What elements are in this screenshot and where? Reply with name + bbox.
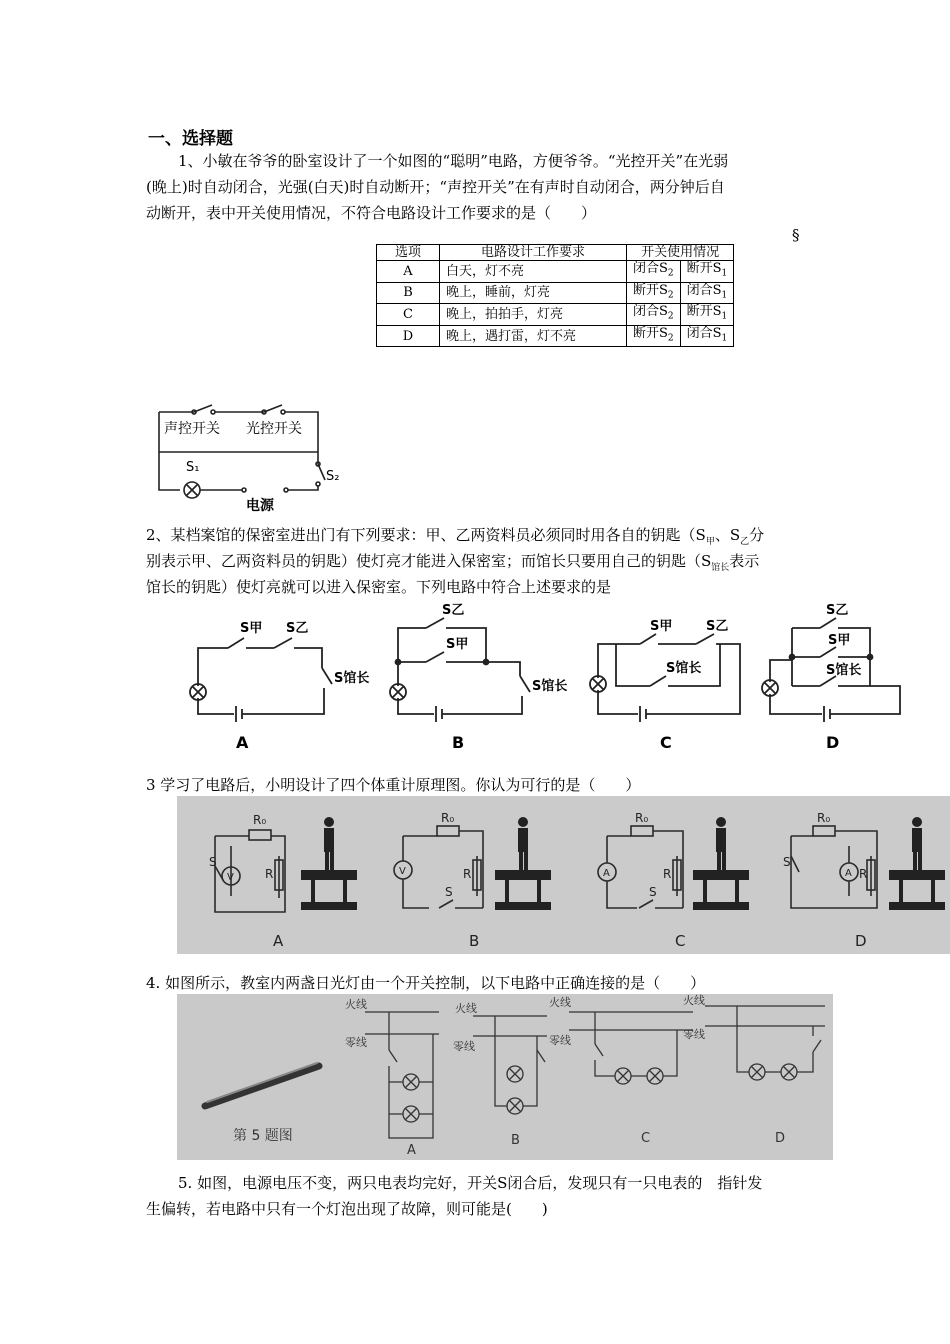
d-s-jia: S甲 [828, 633, 851, 648]
d-r-label: R [859, 867, 868, 881]
option-c-label: C [641, 1131, 651, 1146]
a-r0-label: R₀ [253, 813, 267, 827]
a-voltmeter-label: V [227, 872, 234, 883]
s1-label: S₁ [186, 460, 200, 475]
option-a-label: A [236, 733, 249, 752]
table-cell: B [377, 282, 440, 304]
a-s-guanzhang: S馆长 [334, 671, 370, 686]
table-header: 电路设计工作要求 [440, 245, 627, 261]
c-s-label: S [649, 885, 657, 899]
option-d-label: D [775, 1131, 786, 1146]
q1-line2: (晚上)时自动闭合，光强(白天)时自动断开；“声控开关”在有声时自动闭合，两分钟后自 [146, 178, 725, 196]
q1-circuit-diagram [150, 398, 350, 516]
a-s-label: S [209, 855, 217, 869]
q1-mark: § [792, 226, 800, 244]
table-cell: 晚上，睡前，灯亮 [440, 282, 627, 304]
b-s-label: S [445, 885, 453, 899]
c-s-jia: S甲 [650, 619, 673, 634]
option-d-label: D [855, 932, 867, 950]
q1-options-table [376, 244, 734, 347]
a-neutral-label: 零线 [345, 1036, 367, 1049]
table-cell: 晚上，拍拍手，灯亮 [440, 304, 627, 326]
d-s-guanzhang: S馆长 [826, 663, 862, 678]
q3-line1: 3 学习了电路后，小明设计了四个体重计原理图。你认为可行的是（ ） [146, 776, 641, 794]
table-cell: 断开$S_1$ [680, 304, 734, 326]
table-cell: 断开$S_1$ [680, 261, 734, 283]
table-cell: A [377, 261, 440, 283]
c-r0-label: R₀ [635, 811, 649, 825]
table-cell: 白天，灯不亮 [440, 261, 627, 283]
b-s-yi: S乙 [442, 603, 465, 618]
table-header-row [377, 245, 734, 261]
a-s-jia: S甲 [240, 621, 263, 636]
table-row [377, 261, 734, 283]
c-s-guanzhang: S馆长 [666, 661, 702, 676]
c-ammeter-label: A [603, 868, 610, 879]
section-title: 一、选择题 [148, 129, 233, 149]
option-a-label: A [273, 932, 284, 950]
q3-scale-circuits-photo [177, 796, 950, 954]
c-r-label: R [663, 867, 672, 881]
d-r0-label: R₀ [817, 811, 831, 825]
q2-line3: 馆长的钥匙）使灯亮就可以进入保密室。下列电路中符合上述要求的是 [146, 578, 612, 596]
d-s-label: S [783, 855, 791, 869]
q4-line1: 4. 如图所示，教室内两盏日光灯由一个开关控制，以下电路中正确连接的是（ ） [146, 974, 706, 992]
table-cell: 断开$S_2$ [627, 325, 681, 347]
table-cell: 晚上，遇打雷，灯不亮 [440, 325, 627, 347]
d-ammeter-label: A [845, 868, 852, 879]
b-r-label: R [463, 867, 472, 881]
q1-line3: 动断开，表中开关使用情况，不符合电路设计工作要求的是（ ） [146, 204, 597, 222]
s2-label: S₂ [326, 469, 340, 484]
q2-circuits-figure [180, 598, 920, 758]
a-r-label: R [265, 867, 274, 881]
q4-lamps-photo [177, 994, 833, 1160]
option-a-label: A [407, 1143, 416, 1158]
option-b-label: B [452, 733, 465, 752]
d-live-label: 火线 [683, 994, 705, 1007]
option-c-label: C [675, 932, 686, 950]
sound-switch-label: 声控开关 [164, 421, 220, 437]
table-cell: 断开$S_2$ [627, 282, 681, 304]
b-r0-label: R₀ [441, 811, 455, 825]
table-cell: 闭合$S_1$ [680, 325, 734, 347]
a-live-label: 火线 [345, 998, 367, 1011]
b-neutral-label: 零线 [453, 1040, 475, 1053]
b-voltmeter-label: V [399, 866, 406, 877]
table-cell: 闭合$S_1$ [680, 282, 734, 304]
a-s-yi: S乙 [286, 621, 309, 636]
d-s-yi: S乙 [826, 603, 849, 618]
c-s-yi: S乙 [706, 619, 729, 634]
q2-line1: 2、某档案馆的保密室进出门有下列要求：甲、乙两资料员必须同时用各自的钥匙（$S_甲$、$S_乙$分 [146, 526, 765, 547]
c-neutral-label: 零线 [549, 1034, 571, 1047]
q2-line2: 别表示甲、乙两资料员的钥匙）使灯亮才能进入保密室；而馆长只要用自己的钥匙（$S_{馆长}$表示 [146, 552, 760, 573]
q5-line2: 生偏转，若电路中只有一个灯泡出现了故障，则可能是( ) [146, 1200, 548, 1218]
table-cell: 闭合$S_2$ [627, 304, 681, 326]
q5-line1: 5. 如图，电源电压不变，两只电表均完好，开关S闭合后，发现只有一只电表的 指针发 [178, 1174, 763, 1192]
table-header: 选项 [377, 245, 440, 261]
table-row [377, 325, 734, 347]
table-row [377, 282, 734, 304]
d-neutral-label: 零线 [683, 1028, 705, 1041]
c-live-label: 火线 [549, 996, 571, 1009]
b-s-jia: S甲 [446, 637, 469, 652]
b-live-label: 火线 [455, 1002, 477, 1015]
table-cell: C [377, 304, 440, 326]
figure-caption: 第 5 题图 [233, 1128, 293, 1144]
table-row [377, 304, 734, 326]
q1-line1: 1、小敏在爷爷的卧室设计了一个如图的“聪明”电路，方便爷爷。“光控开关”在光弱 [178, 152, 729, 170]
light-switch-label: 光控开关 [246, 421, 302, 437]
option-b-label: B [469, 932, 480, 950]
option-d-label: D [826, 733, 840, 752]
b-s-guanzhang: S馆长 [532, 679, 568, 694]
table-cell: 闭合$S_2$ [627, 261, 681, 283]
table-header: 开关使用情况 [627, 245, 734, 261]
option-b-label: B [511, 1133, 520, 1148]
table-cell: D [377, 325, 440, 347]
power-label: 电源 [246, 498, 274, 514]
option-c-label: C [660, 733, 672, 752]
